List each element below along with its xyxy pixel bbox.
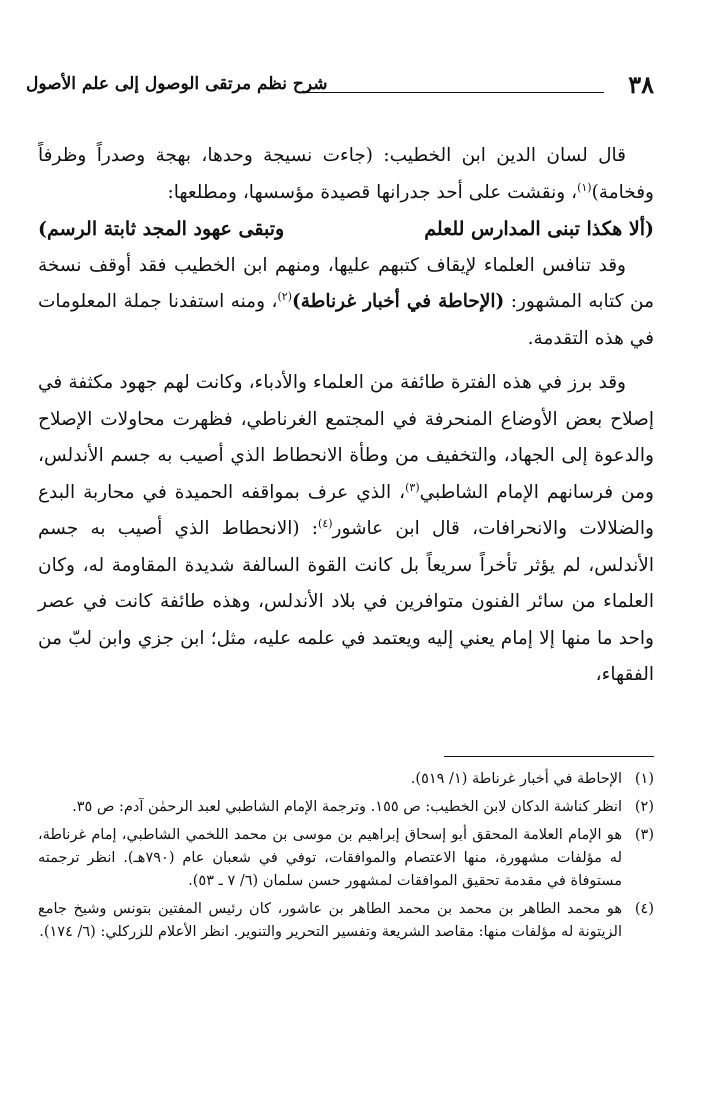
footnotes [38,768,654,949]
footnote-number: (٤) [634,901,654,917]
footnote [38,768,654,791]
footnote-ref-1[interactable]: (١) [577,180,592,194]
paragraph-2: وقد تنافس العلماء لإيقاف كتبهم عليها، ومنهم ابن الخطيب فقد أوقف نسخة من كتابه المشهور: (الإحاطة في أخبار غرناطة)$^{(٢)}$، ومنه استفدنا جملة المعلومات في هذه التقدمة. [38,254,654,349]
footnote-text: الإحاطة في أخبار غرناطة (١/ ٥١٩). [410,771,622,787]
page-header [26,70,654,102]
paragraph-1: قال لسان الدين ابن الخطيب: (جاءت نسيجة وحدها، بهجة وصدراً وظرفاً وفخامة)$^{(١)}$، ونقشت على أحد جدرانها قصيدة مؤسسها، ومطلعها: [38,145,654,203]
footnote-ref-4[interactable]: (٤) [318,516,333,530]
main-text [38,138,654,694]
footnote-separator [444,756,654,757]
footnote [38,824,654,893]
footnote-ref-2[interactable]: (٢) [277,289,292,303]
footnote-text: انظر كناشة الدكان لابن الخطيب: ص ١٥٥. وترجمة الإمام الشاطبي لعبد الرحمٰن آدم: ص ٣٥. [72,799,622,815]
footnote [38,796,654,819]
running-title: شرح نظم مرتقى الوصول إلى علم الأصول [26,74,328,94]
footnote-number: (٢) [634,799,654,815]
footnote-number: (١) [634,771,654,787]
verse-first-hemistich: (ألا هكذا تبنى المدارس للعلم [424,218,654,240]
footnote [38,898,654,944]
paragraph-3: وقد برز في هذه الفترة طائفة من العلماء والأدباء، وكانت لهم جهود مكثفة في إصلاح بعض الأوضاع المنحرفة في المجتمع الغرناطي، فظهرت محاولات الإصلاح والدعوة إلى الجهاد، والتخفيف من وطأة الانحطاط الذي أصيب به جسم الأندلس، ومن فرسانهم الإمام الشاطبي$^{(٣)}$، الذي عرف بمواقفه الحميدة في محاربة البدع والضلالات والانحرافات، قال ابن عاشور$^{(٤)}$: (الانحطاط الذي أصيب به جسم الأندلس، لم يؤثر تأخراً سريعاً بل كانت القوة السالفة شديدة المقاومة له، وكان العلماء من سائر الفنون متوافرين في بلاد الأندلس، وهذه طائفة كانت في عصر واحد ما منها إلا إمام يعني إليه ويعتمد في علمه عليه، مثل؛ ابن جزي وابن لبّ من الفقهاء، [38,372,654,685]
poem-verse [38,211,654,248]
footnote-ref-3[interactable]: (٣) [405,480,420,494]
page-number: ٣٨ [628,70,654,99]
book-title: (الإحاطة في أخبار غرناطة) [291,291,505,312]
verse-second-hemistich: وتبقى عهود المجد ثابتة الرسم) [38,218,285,240]
footnote-text: هو محمد الطاهر بن محمد بن محمد الطاهر بن عاشور، كان رئيس المفتين بتونس وشيخ جامع الزيتونة له مؤلفات منها: مقاصد الشريعة وتفسير التحرير والتنوير. انظر الأعلام للزركلي: (٦/ ١٧٤). [38,901,622,940]
header-rule [306,92,604,93]
footnote-text: هو الإمام العلامة المحقق أبو إسحاق إبراهيم بن موسى بن محمد اللخمي الشاطبي، إمام غرناطة، له مؤلفات مشهورة، منها الاعتصام والموافقات، توفي في شعبان عام (٧٩٠هـ). انظر ترجمته مستوفاة في مقدمة تحقيق الموافقات لمشهور حسن سلمان (٦/ ٧ ـ ٥٣). [38,827,622,889]
footnote-number: (٣) [634,827,654,843]
